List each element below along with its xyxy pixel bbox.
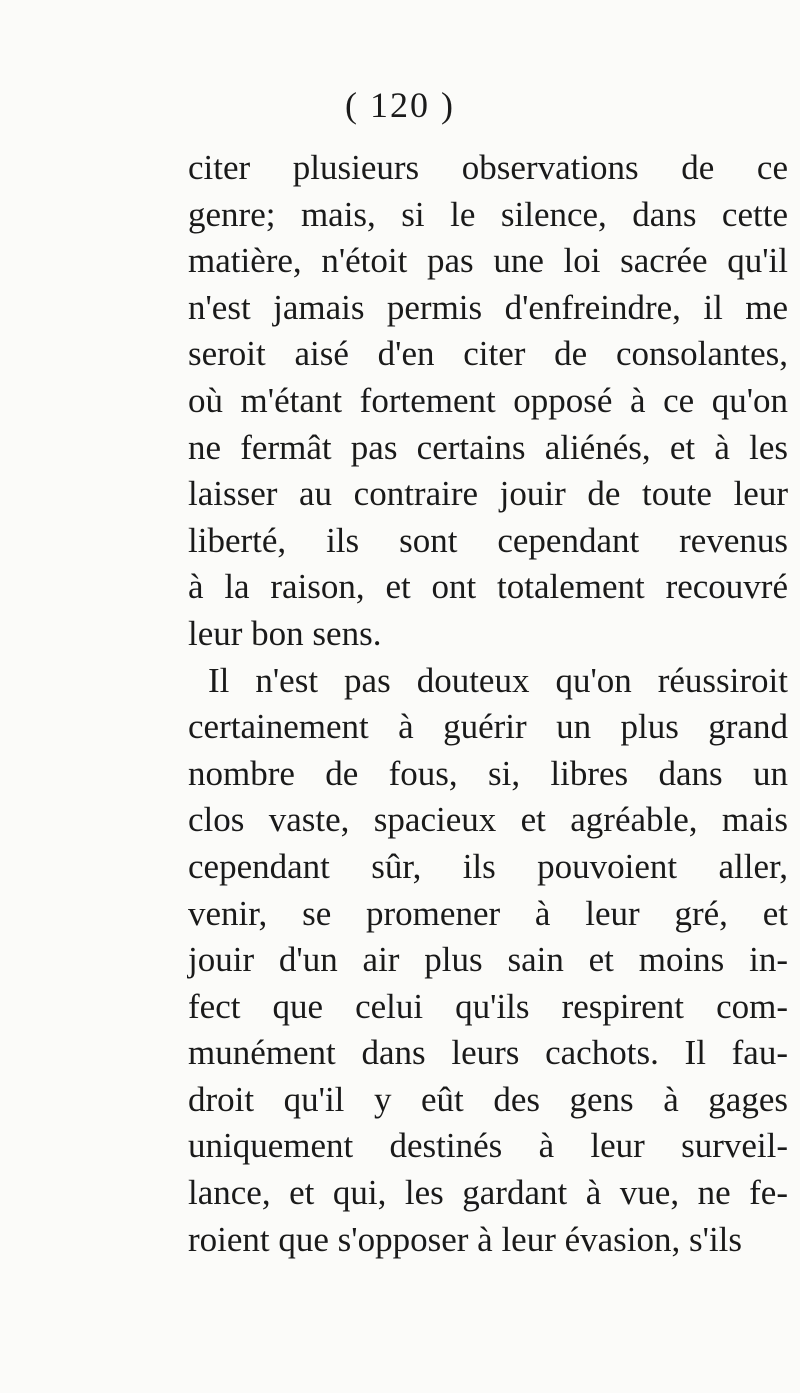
text-line: n'est jamais permis d'enfreindre, il me bbox=[188, 287, 788, 327]
text-line: genre; mais, si le silence, dans cette bbox=[188, 194, 788, 234]
text-line: certainement à guérir un plus grand bbox=[188, 707, 788, 747]
text-line: munément dans leurs cachots. Il fau- bbox=[188, 1033, 788, 1073]
text-line: Il n'est pas douteux qu'on réussiroit bbox=[208, 660, 788, 700]
text-line: leur bon sens. bbox=[188, 613, 382, 653]
text-line: laisser au contraire jouir de toute leur bbox=[188, 474, 788, 514]
text-line: uniquement destinés à leur surveil- bbox=[188, 1126, 788, 1166]
text-line: où m'étant fortement opposé à ce qu'on bbox=[188, 380, 788, 420]
text-line: fect que celui qu'ils respirent com- bbox=[188, 986, 788, 1026]
text-line: ne fermât pas certains aliénés, et à les bbox=[188, 427, 788, 467]
text-line: venir, se promener à leur gré, et bbox=[188, 893, 788, 933]
text-line: à la raison, et ont totalement recouvré bbox=[188, 567, 788, 607]
page-number: ( 120 ) bbox=[345, 85, 455, 125]
text-line: matière, n'étoit pas une loi sacrée qu'il bbox=[188, 241, 788, 281]
text-line: cependant sûr, ils pouvoient aller, bbox=[188, 846, 788, 886]
text-line: lance, et qui, les gardant à vue, ne fe- bbox=[188, 1173, 788, 1213]
text-line: clos vaste, spacieux et agréable, mais bbox=[188, 800, 788, 840]
text-line: droit qu'il y eût des gens à gages bbox=[188, 1079, 788, 1119]
text-line: citer plusieurs observations de ce bbox=[188, 148, 788, 187]
text-line: nombre de fous, si, libres dans un bbox=[188, 753, 788, 793]
body-text bbox=[188, 145, 788, 1263]
text-line: seroit aisé d'en citer de consolantes, bbox=[188, 334, 788, 374]
text-line: roient que s'opposer à leur évasion, s'ils bbox=[188, 1219, 743, 1259]
text-line: jouir d'un air plus sain et moins in- bbox=[188, 940, 788, 980]
text-line: liberté, ils sont cependant revenus bbox=[188, 520, 788, 560]
